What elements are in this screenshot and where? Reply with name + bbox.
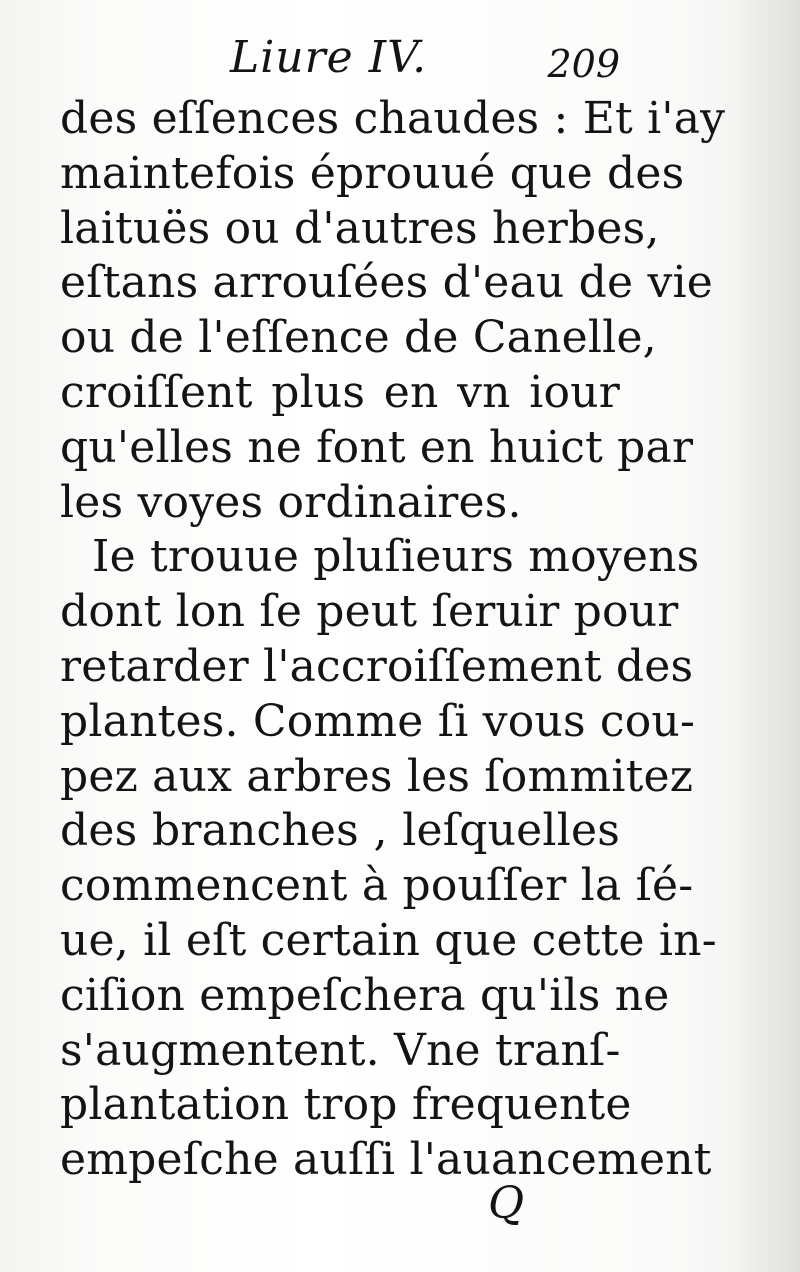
text-line: ciſion empeſchera qu'ils ne (60, 969, 670, 1021)
text-line: plantes. Comme ſi vous cou- (60, 695, 696, 747)
text-line: commencent à pouſſer la ſé- (60, 860, 694, 912)
paragraph-start-line: Ie trouue pluſieurs moyens (92, 531, 700, 583)
catchword: Q (488, 1178, 525, 1229)
text-line: dont lon ſe peut ſeruir pour (60, 586, 679, 638)
text-line: des eſſences chaudes : Et i'ay (60, 93, 726, 144)
running-head (60, 26, 620, 86)
page-number: 209 (547, 42, 620, 86)
text-line: ue, il eſt certain que cette in- (60, 914, 717, 966)
text-line: ou de l'eſſence de Canelle, (60, 312, 657, 364)
running-title: Liure IV. (230, 32, 428, 83)
text-line: plantation trop frequente (60, 1079, 632, 1131)
paragraph-end-line: les voyes ordinaires. (60, 476, 522, 528)
page-edge-shadow (730, 0, 800, 1272)
body-text (60, 92, 726, 1188)
text-line: maintefois éprouué que des (60, 147, 685, 199)
text-line: pez aux arbres les ſommitez (60, 750, 694, 802)
text-line: des branches , leſquelles (60, 805, 620, 857)
text-line: s'augmentent. Vne tranſ- (60, 1024, 621, 1076)
text-line: qu'elles ne font en huict par (60, 421, 694, 473)
text-line: eſtans arrouſées d'eau de vie (60, 257, 714, 309)
text-line: retarder l'accroiſſement des (60, 640, 694, 692)
text-line: empeſche auſſi l'auancement (60, 1134, 712, 1186)
text-line: croiſſent plus en vn iour (60, 366, 620, 418)
text-line: laituës ou d'autres herbes, (60, 202, 660, 254)
